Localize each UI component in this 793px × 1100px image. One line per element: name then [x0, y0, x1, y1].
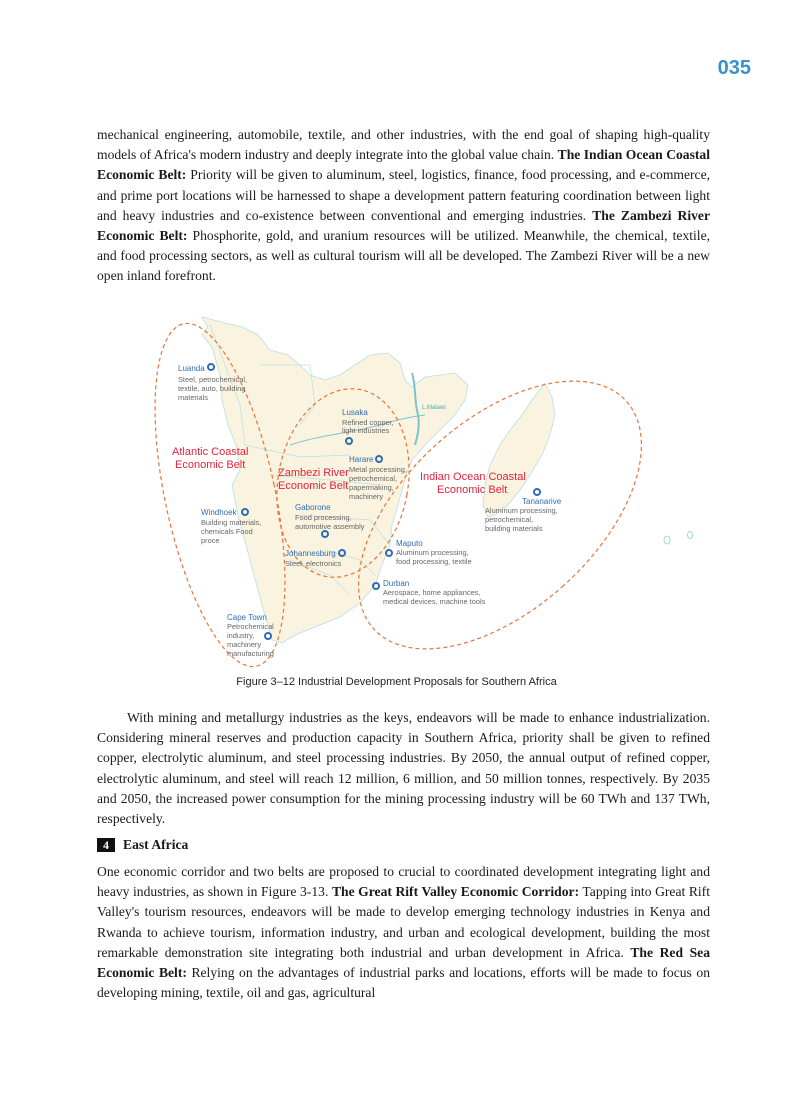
- svg-text:Johannesburg: Johannesburg: [285, 549, 336, 558]
- svg-text:Cape Town: Cape Town: [227, 613, 267, 622]
- city-marker-maputo: [386, 539, 472, 566]
- belt-label-indian-ocean: Indian Ocean Coastal Economic Belt: [420, 471, 526, 496]
- svg-text:Tananarive: Tananarive: [522, 497, 562, 506]
- city-marker-durban: [373, 579, 486, 606]
- svg-text:Refined copper,light industrie: Refined copper, light industries: [342, 418, 394, 435]
- text-segment: Phosphorite, gold, and uranium resources will be utilized. Meanwhile, the chemical, textile, and food processing sectors, as well as cultural tourism will all be developed. The Zambezi River will be a new open inland forefront.: [97, 228, 710, 284]
- svg-text:Harare: Harare: [349, 455, 374, 464]
- svg-text:Petrochemicalindustry,machiner: Petrochemical industry, machinery manufacturing: [227, 622, 274, 658]
- paragraph-mining-metallurgy: With mining and metallurgy industries as the keys, endeavors will be made to enhance industrialization. Considering mineral reserves and production capacity in Southern Africa, priority shall be given to refined copper, electrolytic aluminum, and steel processing industries. By 2050, the annual output of refined copper, electrolytic aluminum, and steel will reach 12 million, 6 million, and 50 million tonnes, respectively. By 2035 and 2050, the increased power consumption for the mining processing industry will be 60 TWh and 137 TWh, respectively.: [97, 710, 710, 827]
- figure-caption: Figure 3–12 Industrial Development Proposals for Southern Africa: [236, 676, 557, 688]
- bold-term-great-rift-valley-corridor: The Great Rift Valley Economic Corridor:: [331, 884, 580, 900]
- bold-term-indian-ocean-belt: The Indian Ocean Coastal Economic Belt:: [97, 147, 710, 183]
- southern-africa-map-figure: [150, 305, 730, 670]
- svg-text:Lusaka: Lusaka: [342, 408, 368, 417]
- section-heading-east-africa: [97, 837, 188, 853]
- svg-text:Metal processing,petrochemical: Metal processing, petrochemical, papermaking, machinery: [349, 465, 407, 501]
- svg-text:Aluminum processing,food proce: Aluminum processing, food processing, textile: [396, 548, 472, 566]
- svg-text:Durban: Durban: [383, 579, 410, 588]
- svg-text:Food processing,automotive ass: Food processing, automotive assembly: [295, 513, 365, 531]
- text-segment: Relying on the advantages of industrial parks and locations, efforts will be made to focus on developing mining, textile, oil and gas, agricultural: [97, 965, 710, 1001]
- lake-malawi-label: L.Malawi: [422, 405, 446, 411]
- page-number: 035: [717, 57, 751, 79]
- svg-text:Luanda: Luanda: [178, 364, 205, 373]
- section-title: East Africa: [123, 837, 189, 852]
- text-segment: mechanical engineering, automobile, textile, and other industries, with the end goal of shaping high-quality models of Africa's modern industry and deeply integrate into the global value chain.: [97, 127, 710, 163]
- svg-text:Building materials,chemicals F: Building materials, chemicals Food proce: [201, 518, 262, 545]
- svg-text:Maputo: Maputo: [396, 539, 423, 548]
- svg-text:Steel, petrochemical,textile,: Steel, petrochemical, textile, auto, building materials: [178, 375, 248, 402]
- paragraph-east-africa: [97, 862, 710, 1003]
- svg-text:Gaborone: Gaborone: [295, 503, 331, 512]
- svg-text:Aluminum processing,petrochemi: Aluminum processing, petrochemical, building materials: [485, 506, 558, 533]
- text-segment: One economic corridor and two belts are proposed to crucial to coordinated development integrating light and heavy industries, as shown in Figure 3-13.: [97, 864, 710, 900]
- paragraph-southern-africa-belts: [97, 125, 710, 287]
- svg-text:Steel, electronics: Steel, electronics: [285, 559, 342, 568]
- section-number-badge: 4: [97, 838, 115, 852]
- island: [688, 532, 693, 539]
- bold-term-zambezi-belt: The Zambezi River Economic Belt:: [97, 207, 710, 244]
- svg-text:Aerospace, home appliances,med: Aerospace, home appliances, medical devices, machine tools: [383, 588, 486, 606]
- island: [664, 536, 670, 544]
- map-svg: [150, 305, 730, 670]
- text-segment: Priority will be given to aluminum, steel, logistics, finance, food processing, and e-commerce, and prime port locations will be harnessed to shape a development pattern featuring coordination between light and heavy industries and co-existence between conventional and emerging industries.: [97, 167, 711, 223]
- text-segment: Tapping into Great Rift Valley's tourism resources, endeavors will be made to develop emerging technology industries in Kenya and Rwanda to achieve tourism, information industry, and urban and ecological development, building the most remarkable demonstration site integrating both industrial and urban development in Africa.: [97, 884, 710, 960]
- bold-term-red-sea-belt: The Red Sea Economic Belt:: [97, 944, 710, 981]
- svg-text:Windhoek: Windhoek: [201, 508, 237, 517]
- belt-label-atlantic: Atlantic Coastal Economic Belt: [172, 446, 249, 471]
- belt-label-zambezi: Zambezi River Economic Belt: [278, 467, 349, 492]
